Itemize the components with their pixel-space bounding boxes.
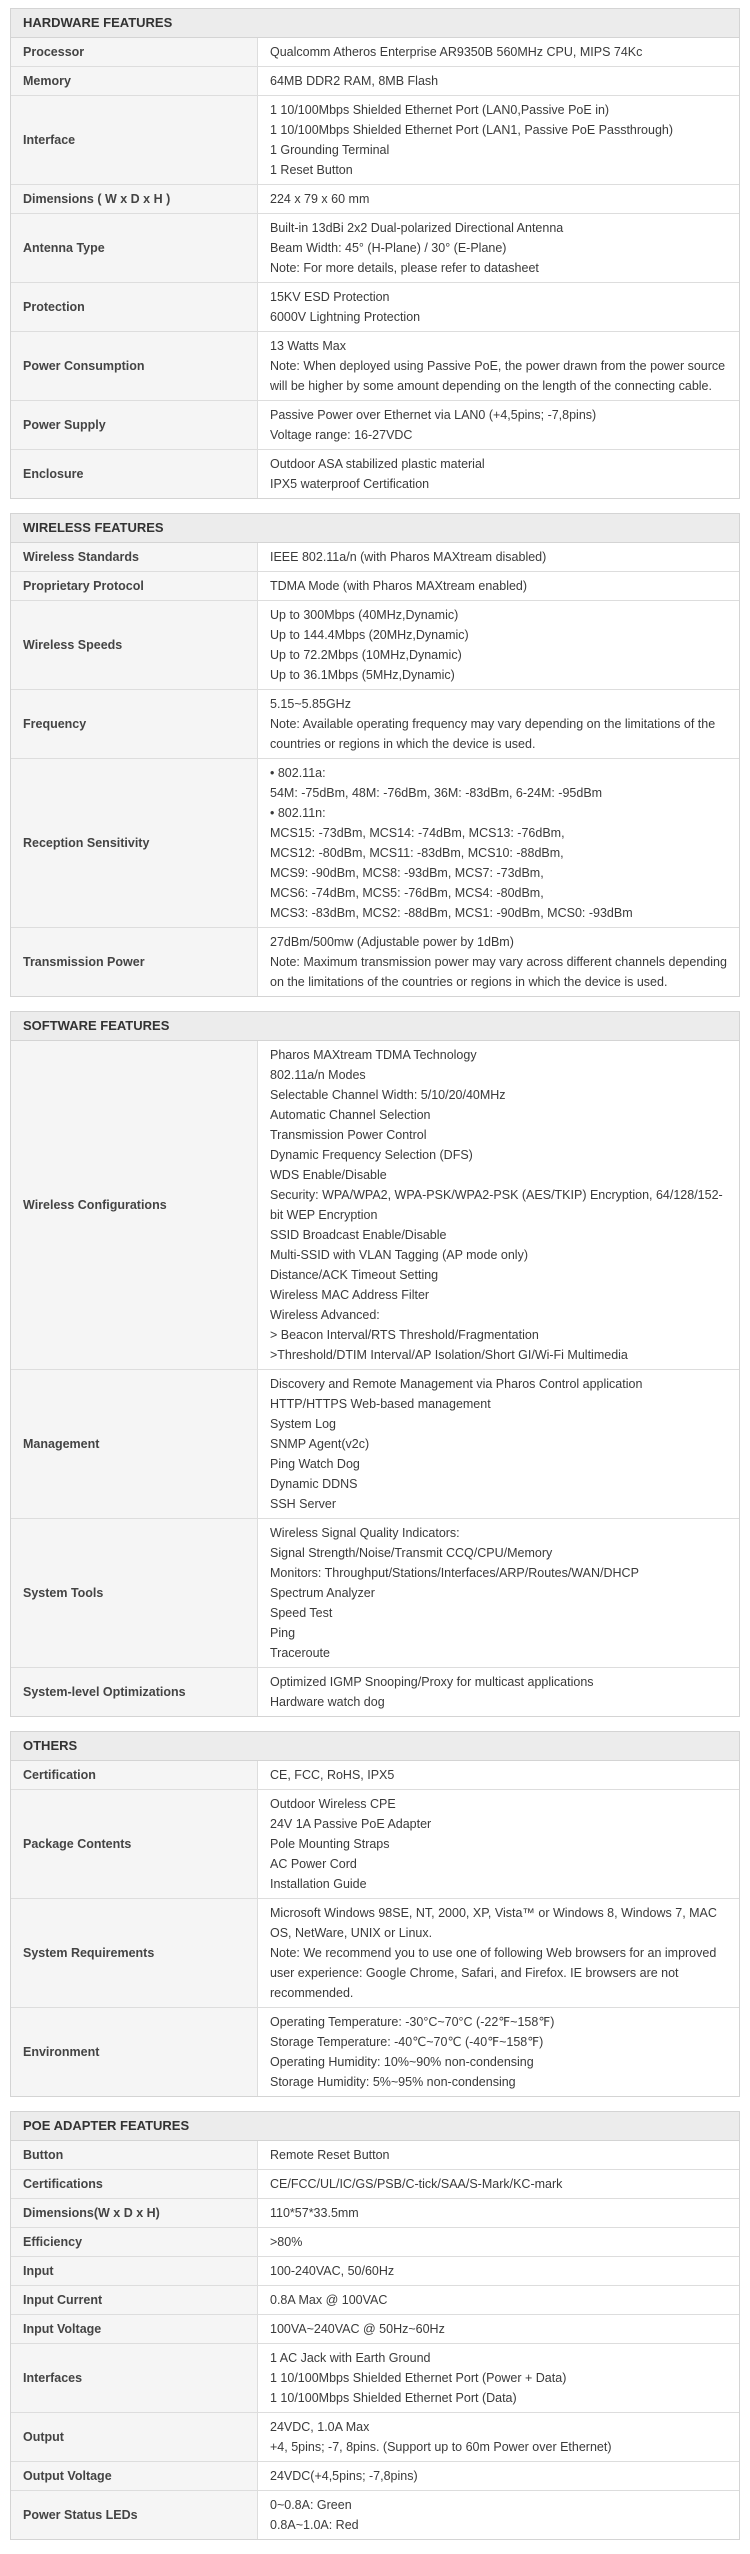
spec-value-line: 100-240VAC, 50/60Hz	[270, 2264, 395, 2278]
spec-value-line: Wireless Advanced:	[270, 1308, 380, 1322]
spec-value-line: Operating Temperature: -30°C~70°C (-22℉~158℉)	[270, 2015, 555, 2029]
spec-value-line: 27dBm/500mw (Adjustable power by 1dBm)	[270, 935, 514, 949]
spec-value-line: 64MB DDR2 RAM, 8MB Flash	[270, 74, 439, 88]
spec-value-line: Speed Test	[270, 1606, 333, 1620]
spec-value-line: Note: Available operating frequency may vary depending on the limitations of the countries or regions in which the device is used.	[270, 717, 716, 751]
spec-value-line: Multi-SSID with VLAN Tagging (AP mode only)	[270, 1248, 528, 1262]
spec-value-line: Remote Reset Button	[270, 2148, 390, 2162]
spec-value-line: Up to 72.2Mbps (10MHz,Dynamic)	[270, 648, 462, 662]
spec-value-line: 1 10/100Mbps Shielded Ethernet Port (Power + Data)	[270, 2371, 567, 2385]
spec-row-wireless-configurations	[11, 1041, 739, 1370]
spec-label: Button	[11, 2141, 258, 2170]
spec-value-line: MCS6: -74dBm, MCS5: -76dBm, MCS4: -80dBm,	[270, 886, 544, 900]
spec-table	[11, 1041, 739, 1716]
spec-value-line: • 802.11a:	[270, 766, 326, 780]
spec-value-line: Up to 144.4Mbps (20MHz,Dynamic)	[270, 628, 469, 642]
spec-value-line: System Log	[270, 1417, 337, 1431]
spec-value	[258, 1041, 740, 1370]
spec-label: Processor	[11, 38, 258, 67]
spec-value-line: 1 Grounding Terminal	[270, 143, 390, 157]
spec-value-line: >80%	[270, 2235, 303, 2249]
spec-value-line: Distance/ACK Timeout Setting	[270, 1268, 439, 1282]
section-others	[10, 1731, 740, 2097]
spec-label: Dimensions ( W x D x H )	[11, 185, 258, 214]
spec-row-system-level-optimizations	[11, 1668, 739, 1717]
spec-row-certifications	[11, 2170, 739, 2199]
spec-value-line: Selectable Channel Width: 5/10/20/40MHz	[270, 1088, 506, 1102]
spec-row-environment	[11, 2008, 739, 2097]
section-title: SOFTWARE FEATURES	[11, 1012, 739, 1041]
spec-row-input	[11, 2257, 739, 2286]
spec-value-line: Dynamic DDNS	[270, 1477, 358, 1491]
spec-value	[258, 2228, 740, 2257]
spec-row-certification	[11, 1761, 739, 1790]
spec-value	[258, 2315, 740, 2344]
spec-label: Reception Sensitivity	[11, 759, 258, 928]
spec-value-line: > Beacon Interval/RTS Threshold/Fragmentation	[270, 1328, 539, 1342]
spec-value-line: Qualcomm Atheros Enterprise AR9350B 560MHz CPU, MIPS 74Kc	[270, 45, 643, 59]
spec-value	[258, 332, 740, 401]
spec-value-line: Monitors: Throughput/Stations/Interfaces/ARP/Routes/WAN/DHCP	[270, 1566, 639, 1580]
spec-row-button	[11, 2141, 739, 2170]
spec-label: Power Status LEDs	[11, 2491, 258, 2540]
spec-value-line: 24V 1A Passive PoE Adapter	[270, 1817, 432, 1831]
spec-value-line: MCS15: -73dBm, MCS14: -74dBm, MCS13: -76dBm,	[270, 826, 565, 840]
spec-value-line: Outdoor ASA stabilized plastic material	[270, 457, 485, 471]
spec-value-line: Optimized IGMP Snooping/Proxy for multicast applications	[270, 1675, 594, 1689]
spec-value	[258, 1761, 740, 1790]
spec-value	[258, 690, 740, 759]
spec-value-line: 0.8A Max @ 100VAC	[270, 2293, 388, 2307]
spec-value-line: Note: We recommend you to use one of following Web browsers for an improved user experience: Google Chrome, Safari, and Firefox. IE browsers are not recommended.	[270, 1946, 717, 2000]
spec-label: Dimensions(W x D x H)	[11, 2199, 258, 2228]
spec-value-line: Up to 36.1Mbps (5MHz,Dynamic)	[270, 668, 455, 682]
spec-value	[258, 759, 740, 928]
spec-value-line: CE, FCC, RoHS, IPX5	[270, 1768, 395, 1782]
spec-value-line: Passive Power over Ethernet via LAN0 (+4,5pins; -7,8pins)	[270, 408, 597, 422]
spec-row-power-supply	[11, 401, 739, 450]
spec-label: Certification	[11, 1761, 258, 1790]
spec-label: Proprietary Protocol	[11, 572, 258, 601]
spec-label: System Requirements	[11, 1899, 258, 2008]
spec-row-wireless-speeds	[11, 601, 739, 690]
spec-value-line: Pharos MAXtream TDMA Technology	[270, 1048, 477, 1062]
spec-value-line: Storage Temperature: -40℃~70℃ (-40℉~158℉)	[270, 2035, 544, 2049]
spec-label: Output Voltage	[11, 2462, 258, 2491]
spec-row-reception-sensitivity	[11, 759, 739, 928]
spec-row-input-voltage	[11, 2315, 739, 2344]
spec-value	[258, 401, 740, 450]
spec-value	[258, 450, 740, 499]
spec-value-line: Wireless Signal Quality Indicators:	[270, 1526, 460, 1540]
spec-table	[11, 38, 739, 498]
spec-label: Wireless Standards	[11, 543, 258, 572]
spec-row-output	[11, 2413, 739, 2462]
spec-value-line: 0.8A~1.0A: Red	[270, 2518, 359, 2532]
spec-value-line: MCS3: -83dBm, MCS2: -88dBm, MCS1: -90dBm, MCS0: -93dBm	[270, 906, 633, 920]
spec-value	[258, 928, 740, 997]
spec-value	[258, 1790, 740, 1899]
spec-value-line: SNMP Agent(v2c)	[270, 1437, 370, 1451]
spec-value-line: Hardware watch dog	[270, 1695, 385, 1709]
section-title: POE ADAPTER FEATURES	[11, 2112, 739, 2141]
spec-label: Environment	[11, 2008, 258, 2097]
spec-value	[258, 543, 740, 572]
spec-row-proprietary-protocol	[11, 572, 739, 601]
spec-value-line: +4, 5pins; -7, 8pins. (Support up to 60m Power over Ethernet)	[270, 2440, 612, 2454]
spec-value	[258, 2344, 740, 2413]
spec-value-line: AC Power Cord	[270, 1857, 357, 1871]
spec-row-power-consumption	[11, 332, 739, 401]
spec-value-line: 1 Reset Button	[270, 163, 353, 177]
spec-value-line: Signal Strength/Noise/Transmit CCQ/CPU/Memory	[270, 1546, 553, 1560]
spec-label: Wireless Speeds	[11, 601, 258, 690]
spec-label: Protection	[11, 283, 258, 332]
spec-value-line: >Threshold/DTIM Interval/AP Isolation/Short GI/Wi-Fi Multimedia	[270, 1348, 628, 1362]
spec-label: Input Voltage	[11, 2315, 258, 2344]
spec-row-dimensions-w-x-d-x-h	[11, 185, 739, 214]
spec-row-memory	[11, 67, 739, 96]
spec-row-input-current	[11, 2286, 739, 2315]
spec-label: Input Current	[11, 2286, 258, 2315]
spec-value-line: Note: For more details, please refer to datasheet	[270, 261, 539, 275]
section-hardware-features	[10, 8, 740, 499]
spec-value-line: 24VDC, 1.0A Max	[270, 2420, 370, 2434]
spec-value-line: Ping Watch Dog	[270, 1457, 360, 1471]
spec-row-package-contents	[11, 1790, 739, 1899]
spec-value	[258, 2199, 740, 2228]
spec-value-line: Note: Maximum transmission power may vary across different channels depending on the limitations of the countries or regions in which the device is used.	[270, 955, 727, 989]
spec-value-line: MCS9: -90dBm, MCS8: -93dBm, MCS7: -73dBm,	[270, 866, 544, 880]
spec-value-line: Outdoor Wireless CPE	[270, 1797, 396, 1811]
spec-value-line: Security: WPA/WPA2, WPA-PSK/WPA2-PSK (AES/TKIP) Encryption, 64/128/152-bit WEP Encryption	[270, 1188, 723, 1222]
spec-value-line: Automatic Channel Selection	[270, 1108, 431, 1122]
section-title: HARDWARE FEATURES	[11, 9, 739, 38]
spec-value-line: Operating Humidity: 10%~90% non-condensing	[270, 2055, 534, 2069]
spec-value-line: Transmission Power Control	[270, 1128, 427, 1142]
spec-label: Package Contents	[11, 1790, 258, 1899]
spec-value-line: 24VDC(+4,5pins; -7,8pins)	[270, 2469, 418, 2483]
section-title: OTHERS	[11, 1732, 739, 1761]
spec-value	[258, 283, 740, 332]
spec-value	[258, 2286, 740, 2315]
spec-row-power-status-leds	[11, 2491, 739, 2540]
spec-value	[258, 1519, 740, 1668]
spec-row-management	[11, 1370, 739, 1519]
spec-value-line: Voltage range: 16-27VDC	[270, 428, 413, 442]
spec-table	[11, 543, 739, 996]
spec-value-line: HTTP/HTTPS Web-based management	[270, 1397, 491, 1411]
spec-value-line: Traceroute	[270, 1646, 330, 1660]
spec-row-system-requirements	[11, 1899, 739, 2008]
spec-value-line: Installation Guide	[270, 1877, 367, 1891]
spec-value-line: Spectrum Analyzer	[270, 1586, 375, 1600]
spec-label: System-level Optimizations	[11, 1668, 258, 1717]
spec-value	[258, 601, 740, 690]
spec-row-interface	[11, 96, 739, 185]
spec-table	[11, 2141, 739, 2539]
spec-value-line: 1 10/100Mbps Shielded Ethernet Port (Data)	[270, 2391, 517, 2405]
spec-value	[258, 572, 740, 601]
spec-value-line: 54M: -75dBm, 48M: -76dBm, 36M: -83dBm, 6-24M: -95dBm	[270, 786, 603, 800]
spec-label: Memory	[11, 67, 258, 96]
spec-value-line: Wireless MAC Address Filter	[270, 1288, 430, 1302]
spec-label: Transmission Power	[11, 928, 258, 997]
spec-row-interfaces	[11, 2344, 739, 2413]
spec-value-line: Note: When deployed using Passive PoE, the power drawn from the power source will be higher by some amount depending on the length of the connecting cable.	[270, 359, 726, 393]
spec-label: Enclosure	[11, 450, 258, 499]
spec-value-line: 1 10/100Mbps Shielded Ethernet Port (LAN0,Passive PoE in)	[270, 103, 610, 117]
spec-label: Power Supply	[11, 401, 258, 450]
spec-value	[258, 2257, 740, 2286]
spec-value	[258, 1370, 740, 1519]
spec-value-line: Ping	[270, 1626, 296, 1640]
spec-value-line: MCS12: -80dBm, MCS11: -83dBm, MCS10: -88dBm,	[270, 846, 564, 860]
spec-value-line: • 802.11n:	[270, 806, 326, 820]
spec-row-enclosure	[11, 450, 739, 499]
spec-value	[258, 38, 740, 67]
spec-value-line: 0~0.8A: Green	[270, 2498, 352, 2512]
spec-value-line: Dynamic Frequency Selection (DFS)	[270, 1148, 473, 1162]
spec-value-line: 1 AC Jack with Earth Ground	[270, 2351, 431, 2365]
spec-label: Input	[11, 2257, 258, 2286]
spec-label: Frequency	[11, 690, 258, 759]
spec-value-line: Up to 300Mbps (40MHz,Dynamic)	[270, 608, 459, 622]
spec-label: Certifications	[11, 2170, 258, 2199]
spec-row-output-voltage	[11, 2462, 739, 2491]
spec-row-efficiency	[11, 2228, 739, 2257]
spec-value	[258, 1668, 740, 1717]
spec-value-line: IEEE 802.11a/n (with Pharos MAXtream disabled)	[270, 550, 547, 564]
spec-value-line: 5.15~5.85GHz	[270, 697, 351, 711]
spec-value	[258, 96, 740, 185]
spec-label: Management	[11, 1370, 258, 1519]
spec-table	[11, 1761, 739, 2096]
spec-value	[258, 2413, 740, 2462]
spec-value-line: SSH Server	[270, 1497, 336, 1511]
spec-value-line: SSID Broadcast Enable/Disable	[270, 1228, 447, 1242]
spec-value	[258, 2462, 740, 2491]
spec-label: Interfaces	[11, 2344, 258, 2413]
spec-value-line: IPX5 waterproof Certification	[270, 477, 430, 491]
spec-value	[258, 185, 740, 214]
section-poe-adapter-features	[10, 2111, 740, 2540]
spec-row-system-tools	[11, 1519, 739, 1668]
spec-row-processor	[11, 38, 739, 67]
spec-value-line: 224 x 79 x 60 mm	[270, 192, 370, 206]
section-wireless-features	[10, 513, 740, 997]
spec-label: Efficiency	[11, 2228, 258, 2257]
spec-value	[258, 2491, 740, 2540]
spec-value-line: 13 Watts Max	[270, 339, 346, 353]
spec-value-line: TDMA Mode (with Pharos MAXtream enabled)	[270, 579, 528, 593]
section-software-features	[10, 1011, 740, 1717]
spec-value-line: CE/FCC/UL/IC/GS/PSB/C-tick/SAA/S-Mark/KC-mark	[270, 2177, 563, 2191]
spec-row-transmission-power	[11, 928, 739, 997]
spec-value-line: Beam Width: 45° (H-Plane) / 30° (E-Plane)	[270, 241, 507, 255]
spec-row-frequency	[11, 690, 739, 759]
spec-value-line: 802.11a/n Modes	[270, 1068, 366, 1082]
spec-value-line: 1 10/100Mbps Shielded Ethernet Port (LAN1, Passive PoE Passthrough)	[270, 123, 674, 137]
spec-label: Wireless Configurations	[11, 1041, 258, 1370]
spec-row-dimensions-w-x-d-x-h	[11, 2199, 739, 2228]
spec-value	[258, 2141, 740, 2170]
spec-label: Power Consumption	[11, 332, 258, 401]
spec-row-antenna-type	[11, 214, 739, 283]
spec-label: Output	[11, 2413, 258, 2462]
section-title: WIRELESS FEATURES	[11, 514, 739, 543]
spec-row-wireless-standards	[11, 543, 739, 572]
spec-value-line: 100VA~240VAC @ 50Hz~60Hz	[270, 2322, 445, 2336]
spec-value	[258, 1899, 740, 2008]
spec-label: System Tools	[11, 1519, 258, 1668]
spec-value-line: Built-in 13dBi 2x2 Dual-polarized Directional Antenna	[270, 221, 564, 235]
spec-value	[258, 214, 740, 283]
spec-value-line: 110*57*33.5mm	[270, 2206, 359, 2220]
spec-row-protection	[11, 283, 739, 332]
spec-value-line: Discovery and Remote Management via Pharos Control application	[270, 1377, 643, 1391]
spec-value-line: 6000V Lightning Protection	[270, 310, 421, 324]
spec-value-line: Storage Humidity: 5%~95% non-condensing	[270, 2075, 516, 2089]
spec-value-line: Pole Mounting Straps	[270, 1837, 390, 1851]
spec-value-line: WDS Enable/Disable	[270, 1168, 387, 1182]
spec-value-line: 15KV ESD Protection	[270, 290, 390, 304]
spec-value	[258, 2170, 740, 2199]
spec-value	[258, 2008, 740, 2097]
spec-value	[258, 67, 740, 96]
spec-label: Antenna Type	[11, 214, 258, 283]
spec-sheet	[10, 0, 740, 2540]
spec-value-line: Microsoft Windows 98SE, NT, 2000, XP, Vista™ or Windows 8, Windows 7, MAC OS, NetWare, UNIX or Linux.	[270, 1906, 717, 1940]
spec-label: Interface	[11, 96, 258, 185]
